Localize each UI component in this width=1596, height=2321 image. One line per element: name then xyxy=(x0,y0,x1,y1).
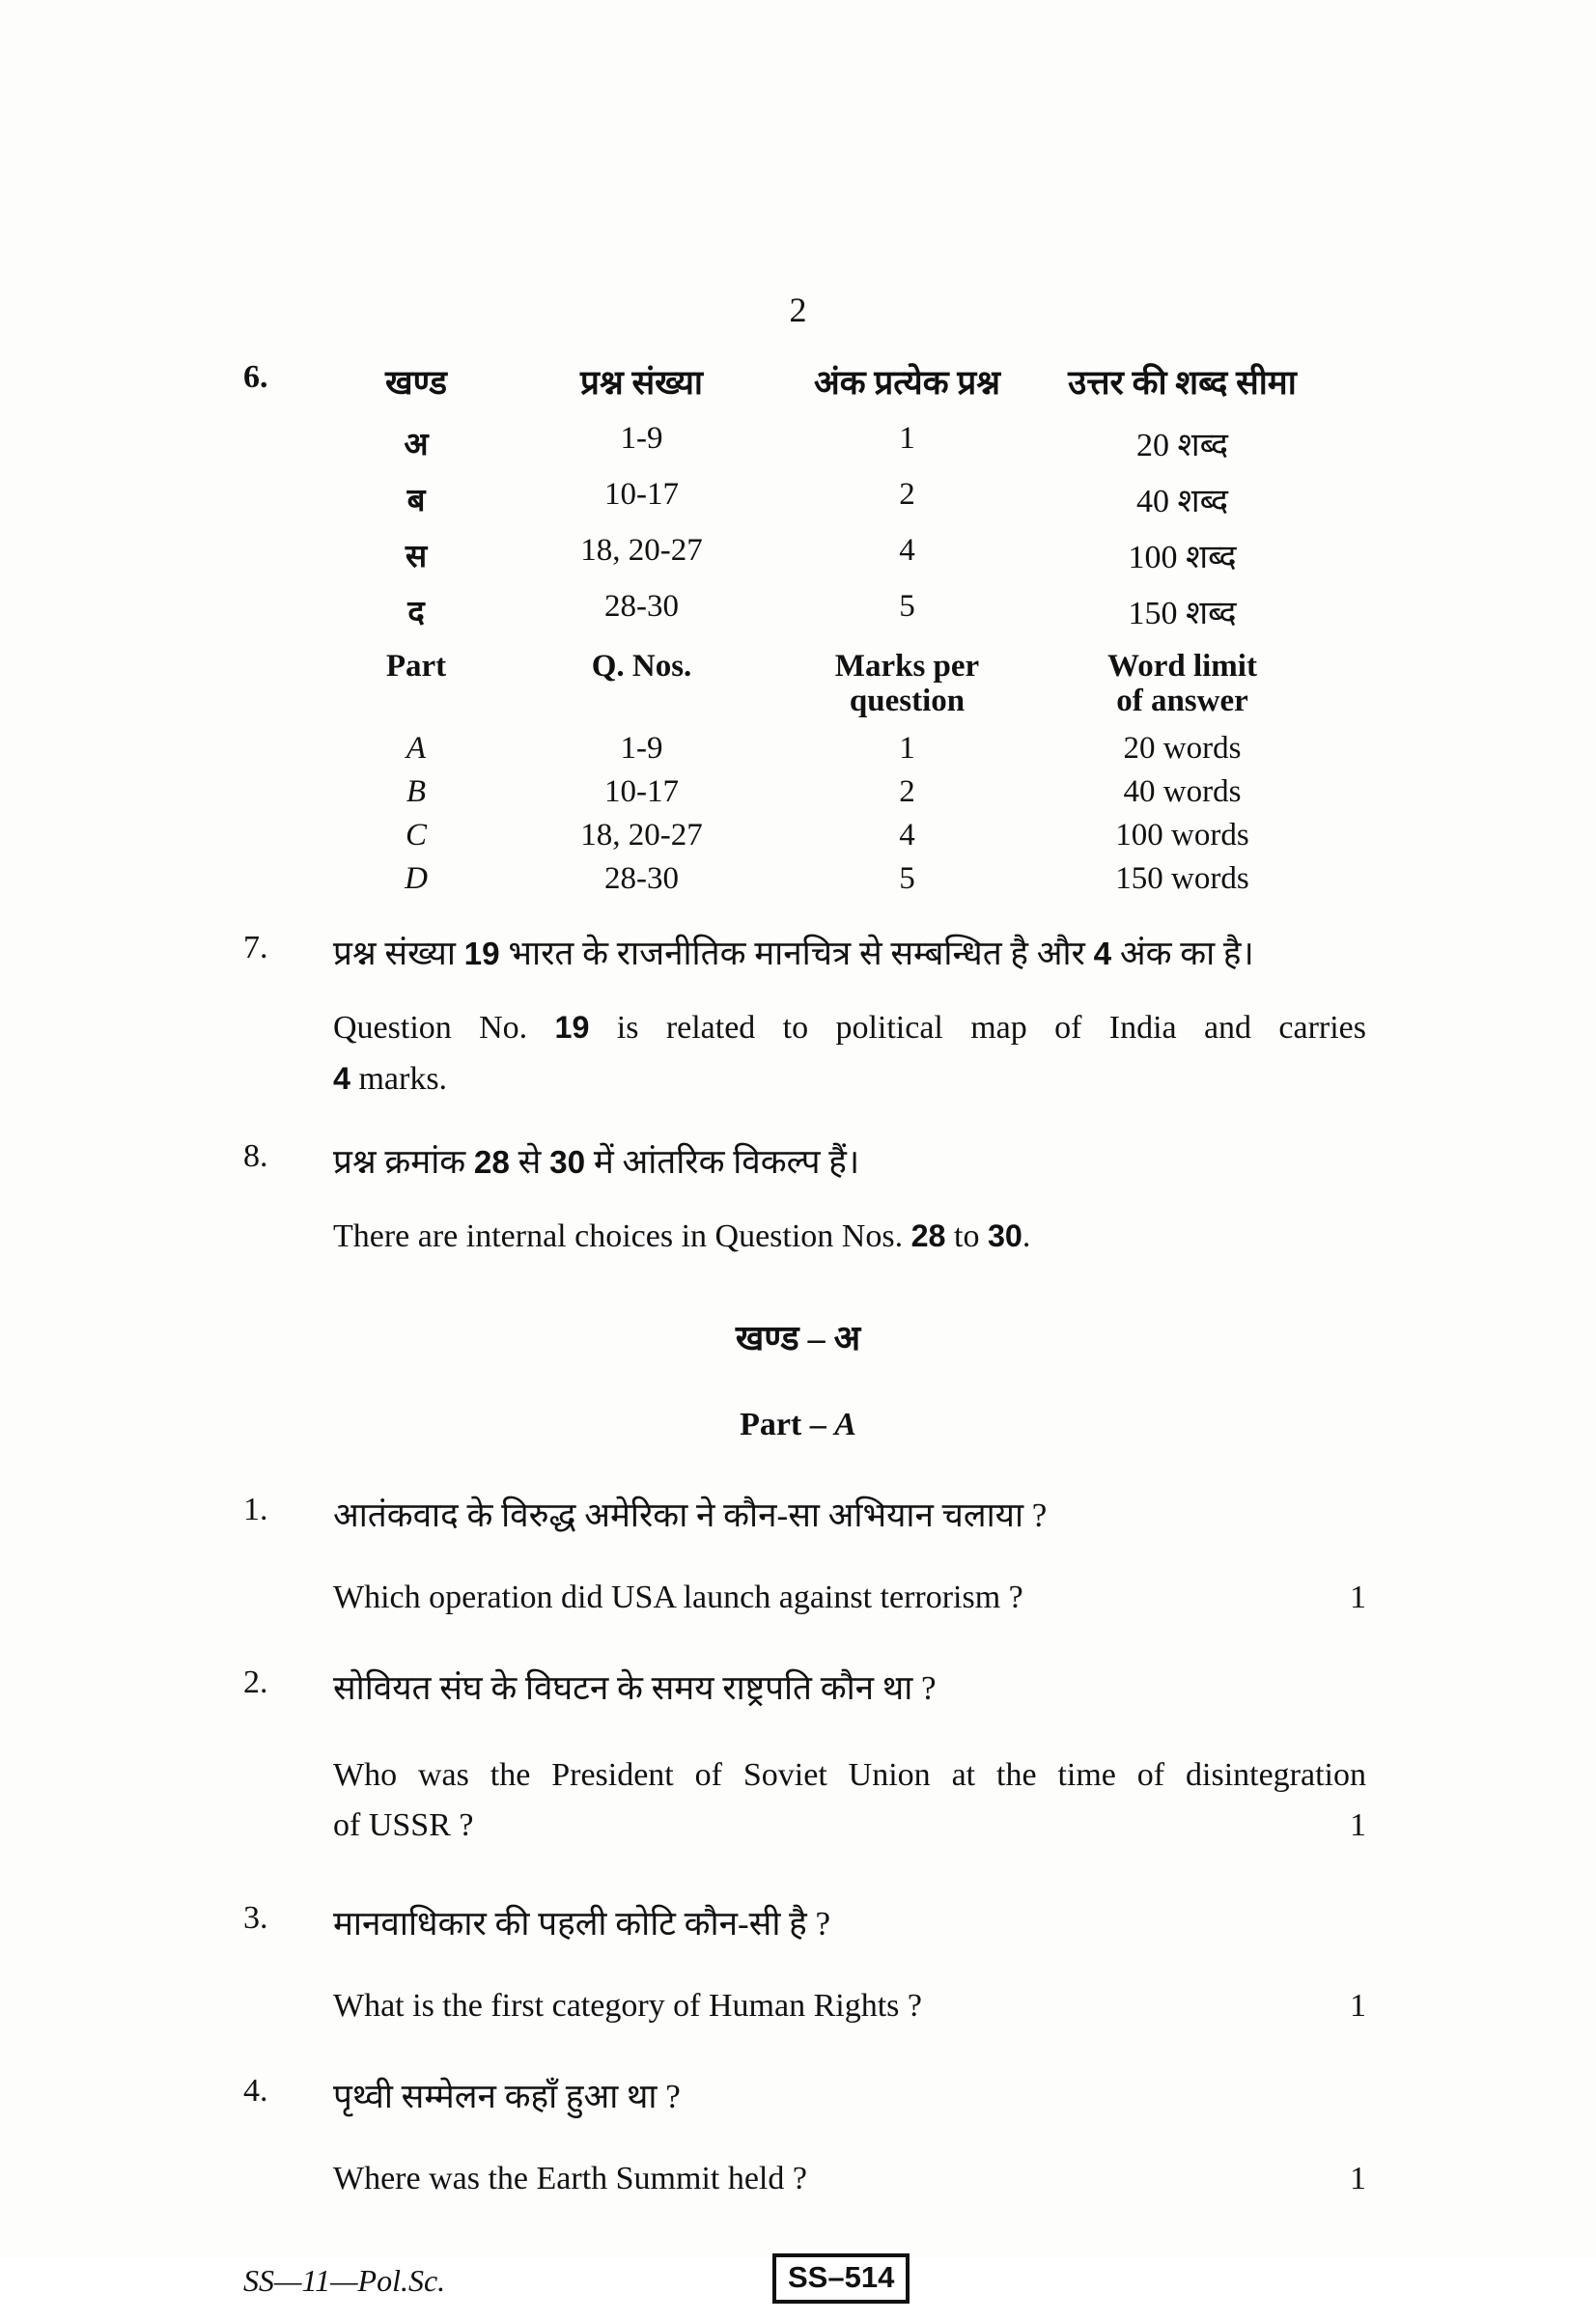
table-cell: 150 words xyxy=(1115,860,1249,896)
table-cell: 20 words xyxy=(1123,730,1242,766)
table-header-cell: प्रश्न संख्या xyxy=(580,364,703,402)
table-cell: स xyxy=(405,540,428,574)
table-row xyxy=(243,477,1320,533)
table-cell: 1-9 xyxy=(620,421,663,456)
instruction-english-text: There are internal choices in Question Nos. 28 to 30. xyxy=(333,1218,1031,1255)
instruction-number: 7. xyxy=(243,929,268,965)
page-number: 2 xyxy=(789,291,807,329)
table-cell: 150 शब्द xyxy=(1128,596,1237,631)
question-number: 2. xyxy=(243,1664,268,1700)
table-cell: 20 शब्द xyxy=(1136,428,1228,463)
instruction-hindi-text: प्रश्न संख्या 19 भारत के राजनीतिक मानचित्र से सम्बन्धित है और 4 अंक का है। xyxy=(333,934,1254,972)
table-row xyxy=(243,533,1320,589)
question-4 xyxy=(243,2073,1596,2197)
question-english-text: Who was the President of Soviet Union at the time of disintegration of USSR ? 1 xyxy=(333,1750,1366,1852)
instruction-number: 8. xyxy=(243,1137,268,1174)
table-row xyxy=(243,589,1320,645)
table-cell: C xyxy=(405,817,427,853)
table-header-cell: अंक प्रत्येक प्रश्न xyxy=(813,364,1001,402)
table-cell: 18, 20-27 xyxy=(580,533,703,568)
table-cell: 1 xyxy=(899,730,915,766)
table-cell: 28-30 xyxy=(604,589,679,624)
question-hindi-text: सोवियत संघ के विघटन के समय राष्ट्रपति कौन था ? xyxy=(333,1668,937,1707)
table-cell: 28-30 xyxy=(604,860,679,896)
table-cell: 5 xyxy=(899,589,915,624)
table-row xyxy=(243,861,1320,905)
question-hindi-text: पृथ्वी सम्मेलन कहाँ हुआ था ? xyxy=(333,2077,681,2115)
question-1 xyxy=(243,1492,1596,1616)
section-heading-english: Part – A xyxy=(740,1407,856,1443)
section-heading-hindi: खण्ड – अ xyxy=(735,1319,861,1358)
paper-code-box: SS–514 xyxy=(772,2253,910,2304)
table-cell: 5 xyxy=(899,860,915,896)
question-hindi-text: आतंकवाद के विरुद्ध अमेरिका ने कौन-सा अभियान चलाया ? xyxy=(333,1496,1048,1535)
table-cell: 40 शब्द xyxy=(1136,484,1228,519)
instruction-hindi-text: प्रश्न क्रमांक 28 से 30 में आंतरिक विकल्प हैं। xyxy=(333,1142,860,1181)
table-cell: 40 words xyxy=(1123,773,1242,809)
marks-value: 1 xyxy=(1350,1579,1366,1615)
paper-code-left: SS—11—Pol.Sc. xyxy=(243,2262,446,2298)
table-cell: 1 xyxy=(899,421,915,456)
table-header-cell: Q. Nos. xyxy=(591,649,692,684)
instruction-english-text: Question No. 19 is related to political map of India and carries 4 marks. xyxy=(333,1010,1366,1098)
instruction-8 xyxy=(243,1138,1596,1263)
question-2 xyxy=(243,1664,1596,1852)
table-row xyxy=(243,731,1320,774)
page-footer xyxy=(243,2253,1363,2321)
marks-value: 1 xyxy=(1350,1987,1366,2024)
question-3 xyxy=(243,1900,1596,2025)
table-cell: 4 xyxy=(899,533,915,568)
table-english-header-row xyxy=(243,645,1320,719)
instruction-7 xyxy=(243,930,1596,1105)
table-header-cell: Part xyxy=(385,649,447,684)
table-cell: 10-17 xyxy=(604,773,679,809)
instruction-number: 6. xyxy=(243,359,268,395)
marks-value: 1 xyxy=(1350,2160,1366,2196)
question-hindi-text: मानवाधिकार की पहली कोटि कौन-सी है ? xyxy=(333,1905,831,1943)
table-cell: द xyxy=(407,596,425,630)
table-cell: 100 शब्द xyxy=(1128,540,1237,575)
instruction-6-table xyxy=(243,359,1320,905)
question-number: 1. xyxy=(243,1492,268,1528)
table-cell: 4 xyxy=(899,817,915,853)
question-english-text: What is the first category of Human Rights ? xyxy=(333,1987,922,2024)
table-cell: 10-17 xyxy=(604,477,679,512)
question-english-text: Where was the Earth Summit held ? xyxy=(333,2160,807,2196)
table-header-cell: Word limit of answer xyxy=(1107,649,1257,719)
table-header-cell: खण्ड xyxy=(385,364,447,402)
table-hindi-header-row xyxy=(243,359,1320,421)
table-row xyxy=(243,774,1320,818)
table-row xyxy=(243,421,1320,477)
table-row xyxy=(243,818,1320,861)
table-cell: 2 xyxy=(899,773,915,809)
table-cell: ब xyxy=(406,484,426,518)
table-cell: 1-9 xyxy=(620,730,663,766)
question-english-text: Which operation did USA launch against terrorism ? xyxy=(333,1579,1023,1615)
marks-value: 1 xyxy=(1350,1807,1366,1844)
table-cell: 100 words xyxy=(1115,817,1249,853)
question-number: 4. xyxy=(243,2072,268,2109)
table-cell: 2 xyxy=(899,477,915,512)
table-cell: D xyxy=(405,860,428,896)
table-header-cell: उत्तर की शब्द सीमा xyxy=(1068,364,1297,402)
table-cell: B xyxy=(406,773,427,809)
table-cell: अ xyxy=(404,428,429,462)
table-header-cell: Marks per question xyxy=(834,649,980,719)
table-cell: A xyxy=(406,730,427,766)
table-cell: 18, 20-27 xyxy=(580,817,703,853)
question-number: 3. xyxy=(243,1900,268,1937)
